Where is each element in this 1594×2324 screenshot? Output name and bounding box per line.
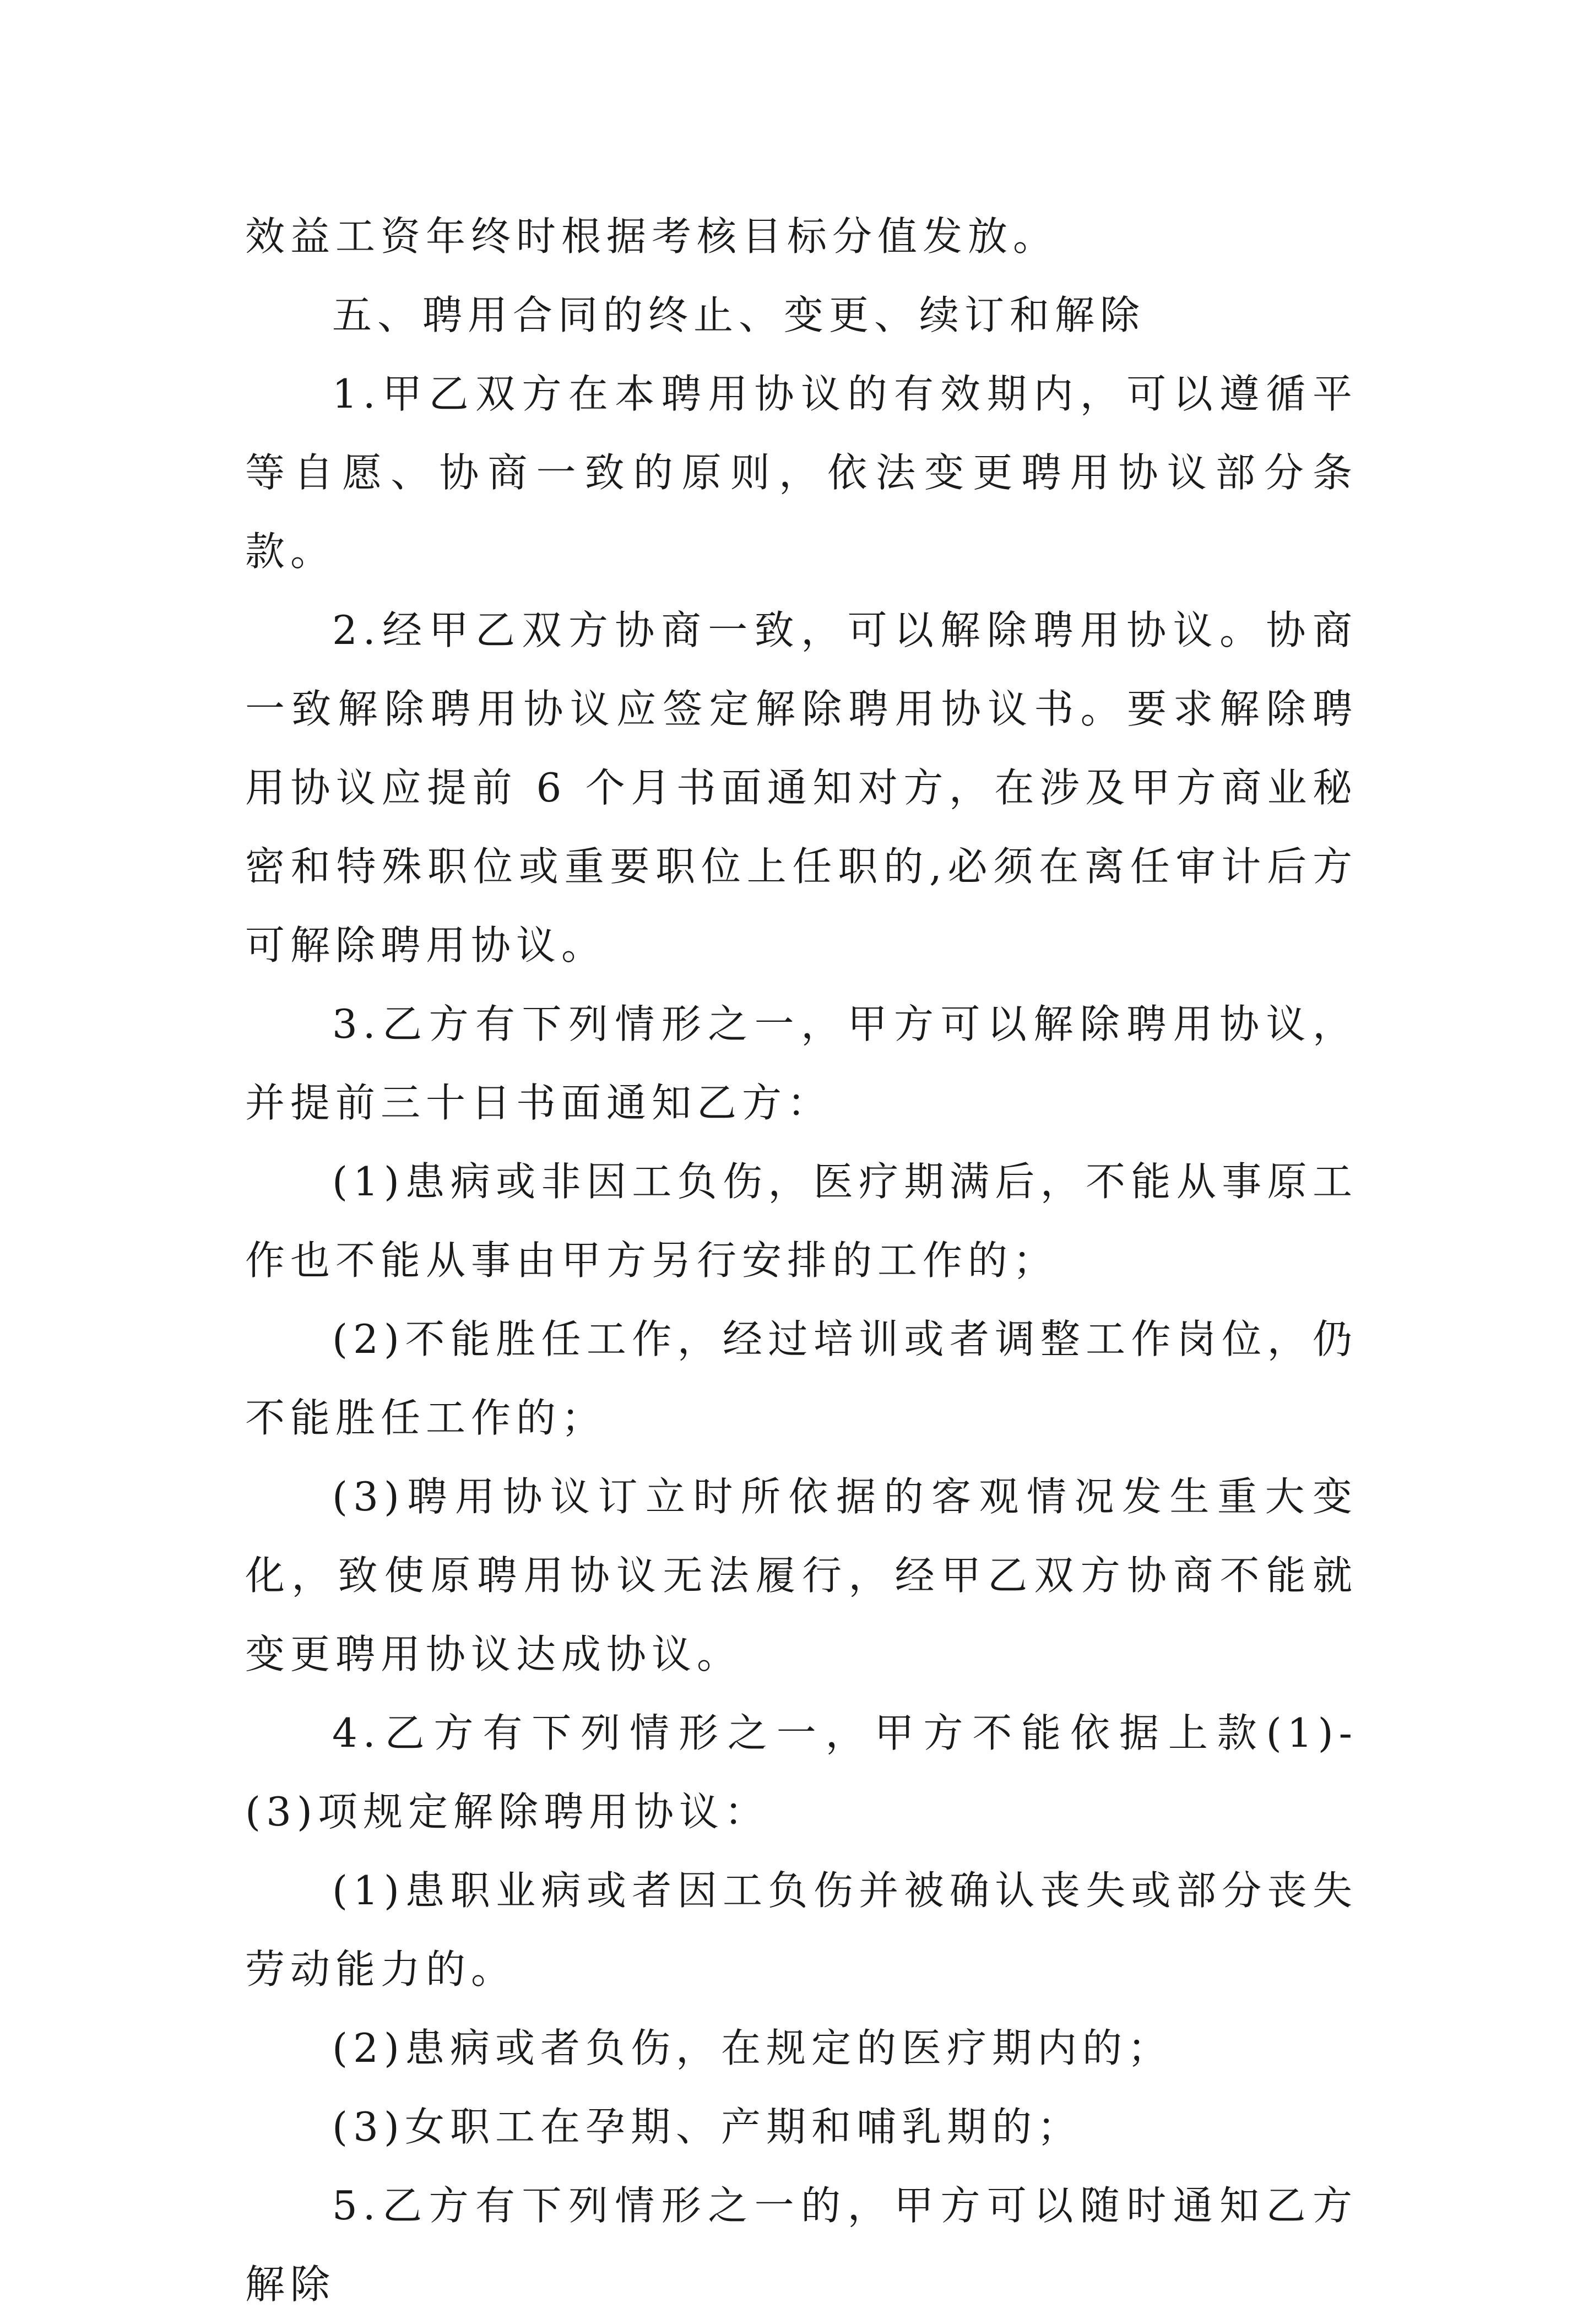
section-heading: 五、聘用合同的终止、变更、续订和解除 [332,292,1146,338]
paragraph: 5.乙方有下列情形之一的，甲方可以随时通知乙方解除 [245,2182,1358,2307]
list-item: (1)患病或非因工负伤，医疗期满后，不能从事原工作也不能从事由甲方另行安排的工作的； [245,1158,1358,1283]
paragraph: 1.甲乙双方在本聘用协议的有效期内，可以遵循平等自愿、协商一致的原则，依法变更聘用协议部分条款。 [245,371,1358,575]
list-item: (3)女职工在孕期、产期和哺乳期的； [332,2104,1082,2150]
list-item: (3)聘用协议订立时所依据的客观情况发生重大变化，致使原聘用协议无法履行，经甲乙双方协商不能就变更聘用协议达成协议。 [245,1474,1358,1677]
paragraph: 效益工资年终时根据考核目标分值发放。 [245,213,1059,259]
document-body [245,197,1358,2324]
list-item: (2)患病或者负伤，在规定的医疗期内的； [332,2025,1173,2071]
list-item: (1)患职业病或者因工负伤并被确认丧失或部分丧失劳动能力的。 [245,1867,1358,1992]
list-item: (2)不能胜任工作，经过培训或者调整工作岗位，仍不能胜任工作的； [245,1316,1358,1441]
paragraph: 3.乙方有下列情形之一，甲方可以解除聘用协议，并提前三十日书面通知乙方： [245,1001,1358,1126]
paragraph: 2.经甲乙双方协商一致，可以解除聘用协议。协商一致解除聘用协议应签定解除聘用协议书。要求解除聘用协议应提前 6 个月书面通知对方，在涉及甲方商业秘密和特殊职位或重要职位上任职的,必须在离任审计后方可解除聘用协议。 [245,607,1358,968]
paragraph: 4.乙方有下列情形之一，甲方不能依据上款(1)-(3)项规定解除聘用协议： [245,1710,1358,1835]
